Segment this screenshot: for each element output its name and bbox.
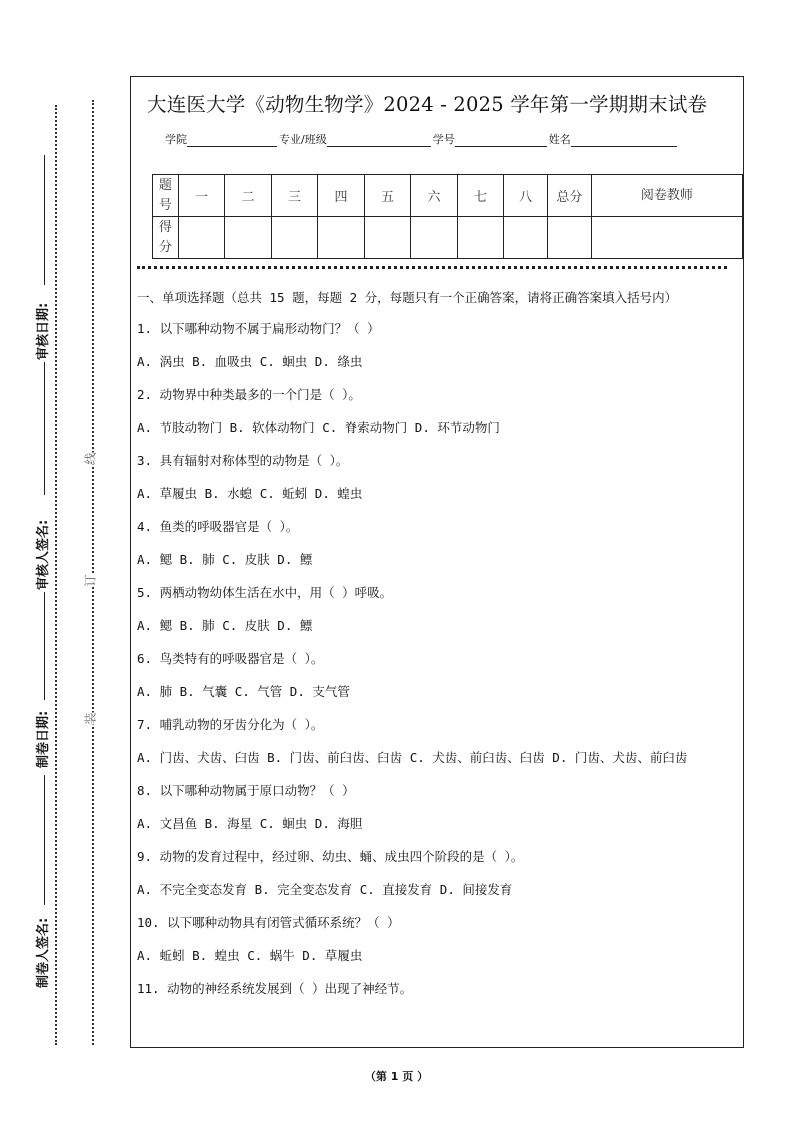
author-date-label: 制卷日期:: [32, 709, 51, 770]
review-date-label: 审核日期:: [32, 301, 51, 362]
author-signature-label: 制卷人签名:: [32, 916, 51, 990]
question-6-options: A. 肺 B. 气囊 C. 气管 D. 支气管: [137, 684, 350, 699]
name-field[interactable]: [571, 132, 677, 147]
question-4: 4. 鱼类的呼吸器官是（ ）。: [137, 519, 299, 534]
question-1: 1. 以下哪种动物不属于扁形动物门？（ ）: [137, 321, 380, 336]
student-id-label: 学号: [432, 133, 455, 146]
score-cell-3[interactable]: [271, 217, 318, 259]
col-3: 三: [271, 175, 318, 217]
score-cell-1[interactable]: [178, 217, 225, 259]
question-6: 6. 鸟类特有的呼吸器官是（ ）。: [137, 651, 324, 666]
col-6: 六: [411, 175, 458, 217]
col-5: 五: [364, 175, 411, 217]
col-total: 总分: [548, 175, 592, 217]
question-4-options: A. 鳃 B. 肺 C. 皮肤 D. 鳔: [137, 552, 313, 567]
col-1: 一: [178, 175, 225, 217]
exam-title: 大连医大学《动物生物学》2024 - 2025 学年第一学期期末试卷: [147, 93, 708, 116]
score-cell-5[interactable]: [364, 217, 411, 259]
score-cell-6[interactable]: [411, 217, 458, 259]
college-label: 学院: [165, 133, 187, 146]
review-date-line: [44, 155, 45, 285]
question-8-options: A. 文昌鱼 B. 海星 C. 蛔虫 D. 海胆: [137, 816, 363, 831]
score-cell-total[interactable]: [548, 217, 592, 259]
binding-char-bind: 装: [80, 712, 101, 724]
question-2: 2. 动物界中种类最多的一个门是（ ）。: [137, 387, 361, 402]
major-class-label: 专业/班级: [279, 133, 327, 146]
question-11: 11. 动物的神经系统发展到（ ）出现了神经节。: [137, 981, 413, 996]
score-cell-4[interactable]: [318, 217, 365, 259]
score-label: 得分: [153, 217, 179, 259]
exam-frame: [130, 76, 744, 1048]
score-cell-grader[interactable]: [591, 217, 742, 259]
question-7-options: A. 门齿、犬齿、臼齿 B. 门齿、前臼齿、臼齿 C. 犬齿、前臼齿、臼齿 D. 门齿、犬齿、前臼齿: [137, 750, 688, 765]
binding-dotted-line-inner: [55, 105, 57, 1045]
reviewer-signature-line: [44, 360, 45, 495]
binding-char-line: 线: [80, 452, 101, 464]
col-4: 四: [318, 175, 365, 217]
question-2-options: A. 节肢动物门 B. 软体动物门 C. 脊索动物门 D. 环节动物门: [137, 420, 500, 435]
question-3-options: A. 草履虫 B. 水螅 C. 蚯蚓 D. 蝗虫: [137, 486, 363, 501]
question-9-options: A. 不完全变态发育 B. 完全变态发育 C. 直接发育 D. 间接发育: [137, 882, 513, 897]
question-number-label: 题号: [153, 175, 179, 217]
question-10: 10. 以下哪种动物具有闭管式循环系统？（ ）: [137, 915, 400, 930]
question-8: 8. 以下哪种动物属于原口动物？（ ）: [137, 783, 355, 798]
student-info-row: [165, 131, 679, 147]
dotted-separator: [137, 266, 727, 269]
author-signature-line: [44, 775, 45, 905]
author-date-line: [44, 590, 45, 700]
name-label: 姓名: [548, 133, 571, 146]
question-10-options: A. 蚯蚓 B. 蝗虫 C. 蜗牛 D. 草履虫: [137, 948, 363, 963]
col-8: 八: [504, 175, 548, 217]
question-9: 9. 动物的发育过程中，经过卵、幼虫、蛹、成虫四个阶段的是（ ）。: [137, 849, 524, 864]
reviewer-signature-label: 审核人签名:: [32, 518, 51, 592]
score-cell-8[interactable]: [504, 217, 548, 259]
college-field[interactable]: [187, 132, 277, 147]
question-5: 5. 两栖动物幼体生活在水中，用（ ）呼吸。: [137, 585, 393, 600]
student-id-field[interactable]: [455, 132, 547, 147]
question-7: 7. 哺乳动物的牙齿分化为（ ）。: [137, 717, 324, 732]
question-5-options: A. 鳃 B. 肺 C. 皮肤 D. 鳔: [137, 618, 313, 633]
question-1-options: A. 涡虫 B. 血吸虫 C. 蛔虫 D. 绦虫: [137, 354, 363, 369]
score-table-header-row: [153, 175, 743, 217]
binding-char-staple: 订: [80, 574, 101, 586]
question-3: 3. 具有辐射对称体型的动物是（ ）。: [137, 453, 349, 468]
col-2: 二: [225, 175, 272, 217]
page-number: （第 1 页 ）: [364, 1070, 429, 1083]
score-table-score-row: [153, 217, 743, 259]
section-heading: 一、单项选择题（总共 15 题，每题 2 分，每题只有一个正确答案，请将正确答案填入括号内）: [137, 290, 678, 305]
binding-dotted-line-outer: [92, 100, 94, 1045]
col-grader: 阅卷教师: [591, 175, 742, 217]
score-cell-7[interactable]: [457, 217, 504, 259]
score-table: [152, 174, 743, 259]
major-class-field[interactable]: [327, 132, 431, 147]
score-cell-2[interactable]: [225, 217, 272, 259]
section-single-choice: [137, 289, 737, 1013]
col-7: 七: [457, 175, 504, 217]
